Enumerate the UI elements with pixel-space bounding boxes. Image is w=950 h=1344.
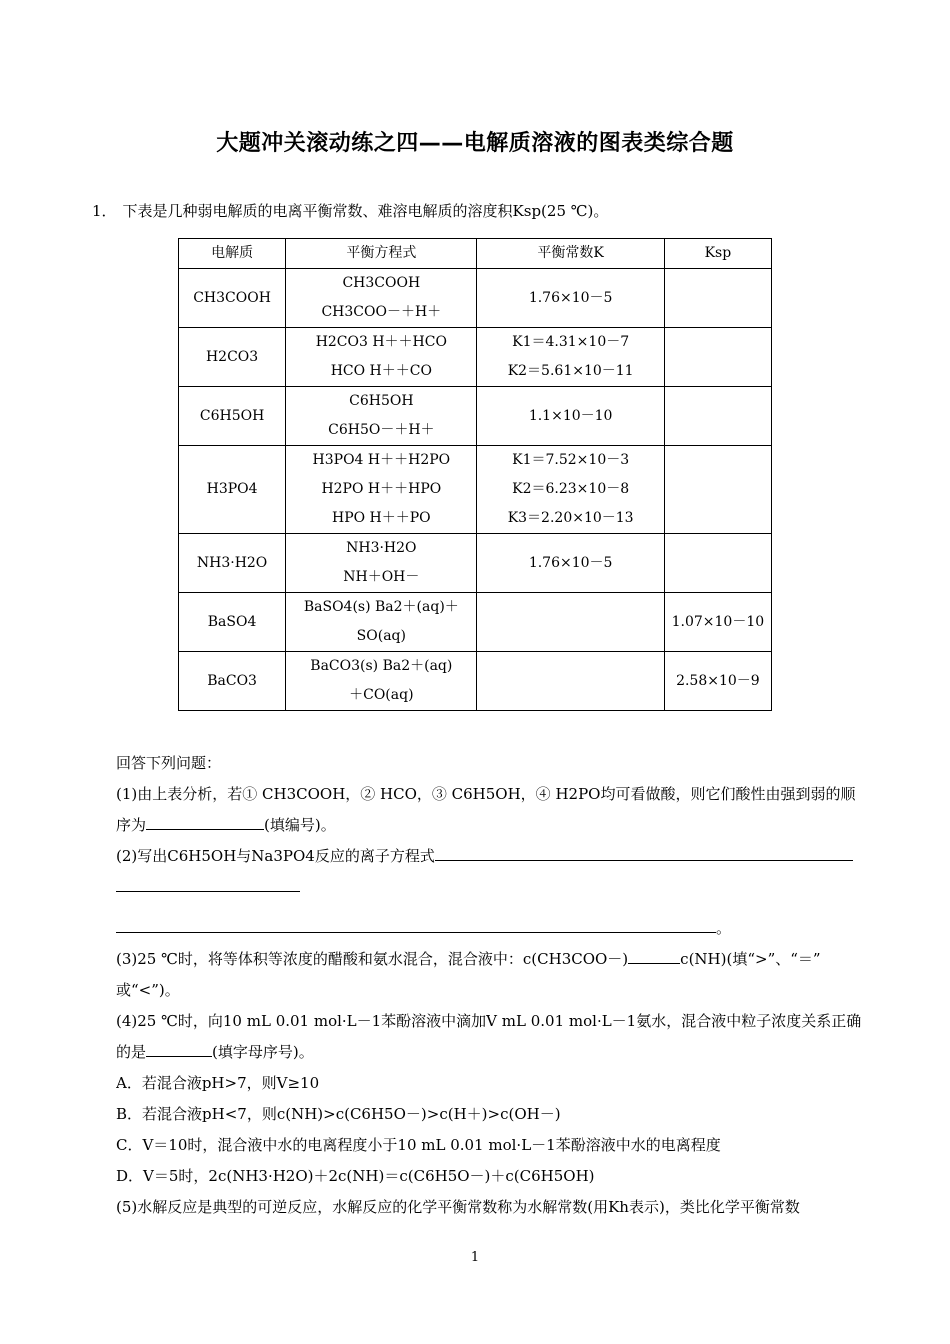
equation-line: NH＋OH－ [343,569,420,585]
part-2-text: (2)写出C6H5OH与Na3PO4反应的离子方程式 [116,847,435,865]
part-2-line-2 [116,872,861,903]
table-row [179,269,772,328]
k-value: 1.1×10－10 [528,407,613,424]
equation-line: H3PO4 H＋＋H2PO [312,452,451,468]
part-4-pre: 的是 [116,1043,147,1061]
electrolyte-cell: NH3·H2O [179,534,286,593]
part-1-line-2 [116,810,861,841]
equation-line: ＋CO(aq) [349,687,414,703]
table-header-cell: 平衡方程式 [286,239,477,269]
table-header-cell: Ksp [664,239,771,269]
ksp-cell [664,387,771,446]
equation-line: SO(aq) [356,628,406,644]
part-2-line-3 [116,913,861,944]
part-1-line-1: (1)由上表分析，若① CH3COOH，② HCO，③ C6H5OH，④ H2PO均可看做酸，则它们酸性由强到弱的顺 [116,785,856,803]
equation-cell [286,446,477,534]
answer-blank-4[interactable] [146,1038,212,1057]
option-d: D．V＝5时，2c(NH3·H2O)＋2c(NH)＝c(C6H5O－)＋c(C6H5OH) [116,1167,595,1185]
equation-cell [286,387,477,446]
ksp-cell [664,446,771,534]
table-row [179,446,772,534]
k-cell [477,534,664,593]
table-header-cell: 平衡常数K [477,239,664,269]
part-2-line-1 [116,841,861,872]
k-cell [477,328,664,387]
electrolyte-cell: C6H5OH [179,387,286,446]
equation-line: HCO H＋＋CO [330,363,432,379]
equation-line: C6H5O－＋H＋ [328,422,435,438]
ksp-cell: 1.07×10－10 [664,593,771,652]
part-4-line-1: (4)25 ℃时，向10 mL 0.01 mol·L－1苯酚溶液中滴加V mL 0.01 mol·L－1氨水，混合液中粒子浓度关系正确 [116,1012,861,1030]
k-value: K1＝4.31×10－7 [512,334,630,350]
equation-line: C6H5OH [349,393,414,409]
ksp-cell [664,328,771,387]
option-c: C．V＝10时，混合液中水的电离程度小于10 mL 0.01 mol·L－1苯酚溶液中水的电离程度 [116,1136,721,1154]
k-value: K2＝5.61×10－11 [507,363,634,379]
equation-line: CH3COOH [342,275,421,291]
question-1-intro [92,200,608,221]
equation-cell [286,269,477,328]
answer-blank-2-end[interactable] [116,914,716,933]
table-row [179,328,772,387]
k-value: K3＝2.20×10－13 [507,510,634,526]
equation-line: HPO H＋＋PO [331,510,431,526]
equation-line: BaCO3(s) Ba2＋(aq) [310,658,453,674]
page-number: 1 [470,1250,480,1265]
electrolyte-table [178,238,772,711]
table-row [179,652,772,711]
equation-line: BaSO4(s) Ba2＋(aq)＋ [303,599,459,615]
equation-line: NH3·H2O [346,540,417,556]
electrolyte-cell: BaSO4 [179,593,286,652]
electrolyte-cell: H3PO4 [179,446,286,534]
k-cell [477,652,664,711]
equation-line: CH3COO－＋H＋ [321,304,442,320]
k-value: 1.76×10－5 [528,554,613,571]
electrolyte-cell: BaCO3 [179,652,286,711]
document-title: 大题冲关滚动练之四——电解质溶液的图表类综合题 [216,131,734,156]
answers-section [116,748,861,1223]
part-3-pre: (3)25 ℃时，将等体积等浓度的醋酸和氨水混合，混合液中：c(CH3COO－) [116,950,629,968]
answer-blank-2-cont[interactable] [116,873,300,892]
table-row [179,534,772,593]
answers-prompt: 回答下列问题： [116,754,222,772]
part-5-line-1: (5)水解反应是典型的可逆反应，水解反应的化学平衡常数称为水解常数(用Kh表示)，类比化学平衡常数 [116,1198,800,1216]
ksp-cell: 2.58×10－9 [664,652,771,711]
part-4-post: (填字母序号)。 [212,1043,314,1061]
part-4-line-2 [116,1037,861,1068]
option-b: B．若混合液pH<7，则c(NH)>c(C6H5O－)>c(H＋)>c(OH－) [116,1105,561,1123]
ksp-cell [664,534,771,593]
equation-cell [286,593,477,652]
table-header-cell: 电解质 [179,239,286,269]
table-row [179,387,772,446]
answer-blank-2[interactable] [435,842,853,861]
answer-blank-1[interactable] [146,811,264,830]
part-3-line-2: 或“<”)。 [116,981,180,999]
k-value: K1＝7.52×10－3 [512,452,630,468]
k-cell [477,387,664,446]
part-1-post: (填编号)。 [264,816,336,834]
equation-cell [286,534,477,593]
answer-blank-3[interactable] [628,945,680,964]
question-number: 1． [92,202,117,220]
question-1-text: 下表是几种弱电解质的电离平衡常数、难溶电解质的溶度积Ksp(25 ℃)。 [122,202,609,220]
k-cell [477,269,664,328]
k-cell [477,446,664,534]
part-3-post: c(NH)(填“>”、“＝” [680,950,821,968]
equation-line: H2PO H＋＋HPO [321,481,442,497]
equation-cell [286,652,477,711]
part-3-line-1 [116,944,861,975]
electrolyte-cell: H2CO3 [179,328,286,387]
equation-cell [286,328,477,387]
part-2-end: 。 [716,919,732,937]
k-value: 1.76×10－5 [528,289,613,306]
k-cell [477,593,664,652]
option-a: A．若混合液pH>7，则V≥10 [116,1074,320,1092]
table-row [179,593,772,652]
part-1-pre: 序为 [116,816,147,834]
k-value: K2＝6.23×10－8 [512,481,630,497]
ksp-cell [664,269,771,328]
equation-line: H2CO3 H＋＋HCO [315,334,447,350]
electrolyte-cell: CH3COOH [179,269,286,328]
table-header-row [179,239,772,269]
